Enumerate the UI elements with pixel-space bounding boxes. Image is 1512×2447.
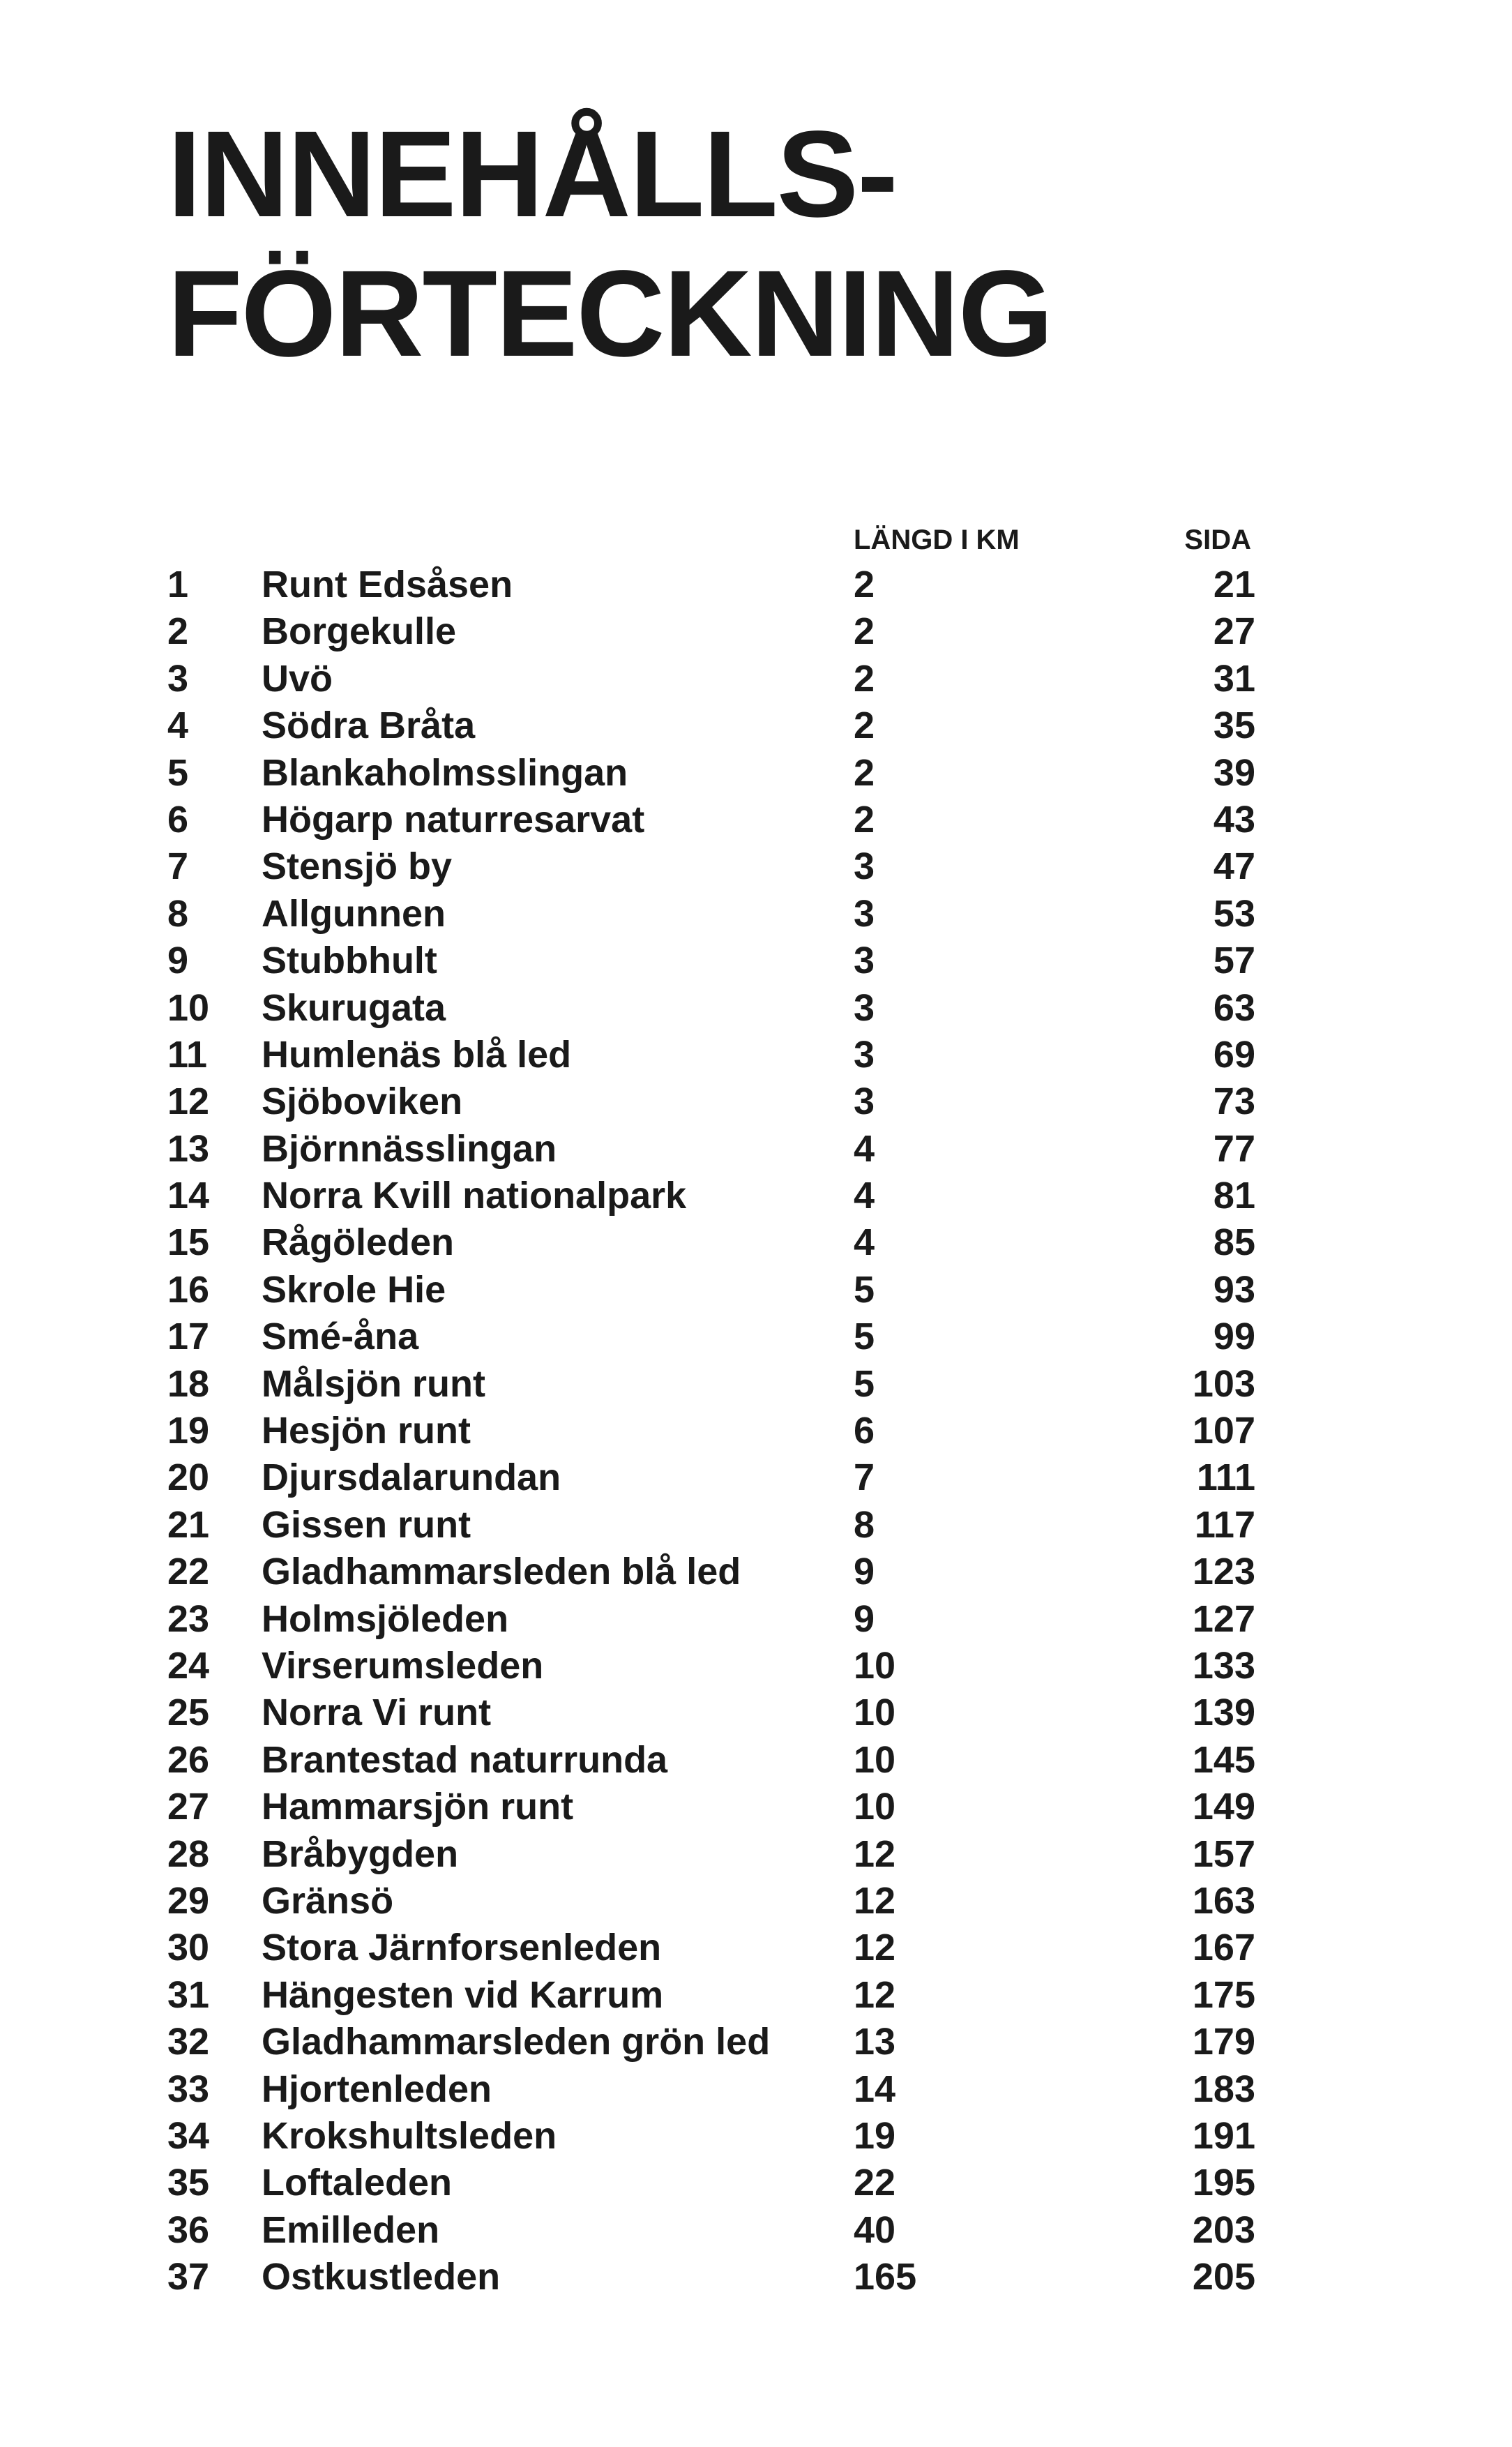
toc-entry-page: 195 xyxy=(1192,2162,1255,2204)
toc-entry-number: 15 xyxy=(167,1221,210,1264)
toc-entry-length: 5 xyxy=(854,1362,875,1405)
toc-entry-page: 205 xyxy=(1192,2256,1255,2298)
toc-entry-length: 10 xyxy=(854,1692,896,1734)
toc-row xyxy=(167,2066,1255,2113)
toc-row xyxy=(167,2160,1255,2206)
toc-entry-page: 43 xyxy=(1213,798,1255,841)
toc-entry-name: Skurugata xyxy=(262,986,446,1029)
toc-row xyxy=(167,1972,1255,2019)
toc-entry-page: 81 xyxy=(1213,1175,1255,1217)
toc-entry-length: 3 xyxy=(854,845,875,888)
toc-entry-page: 175 xyxy=(1192,1973,1255,2016)
toc-row xyxy=(167,1689,1255,1736)
toc-entry-name: Högarp naturresarvat xyxy=(262,798,645,841)
toc-entry-page: 145 xyxy=(1192,1738,1255,1781)
toc-row xyxy=(167,2207,1255,2254)
toc-row xyxy=(167,1925,1255,1971)
toc-entry-length: 5 xyxy=(854,1268,875,1311)
toc-entry-length: 2 xyxy=(854,610,875,653)
toc-entry-page: 73 xyxy=(1213,1081,1255,1123)
toc-entry-length: 13 xyxy=(854,2021,896,2063)
toc-entry-name: Virserumsleden xyxy=(262,1644,544,1687)
toc-entry-page: 69 xyxy=(1213,1033,1255,1076)
toc-entry-name: Gissen runt xyxy=(262,1503,471,1546)
toc-entry-length: 2 xyxy=(854,751,875,794)
toc-entry-number: 7 xyxy=(167,845,189,888)
toc-entry-page: 117 xyxy=(1194,1503,1255,1546)
toc-row xyxy=(167,1408,1255,1454)
toc-row xyxy=(167,1267,1255,1313)
toc-entry-number: 28 xyxy=(167,1832,210,1875)
toc-row xyxy=(167,2019,1255,2065)
toc-row xyxy=(167,656,1255,702)
toc-entry-number: 3 xyxy=(167,657,189,700)
toc-entry-page: 53 xyxy=(1213,892,1255,935)
toc-entry-number: 36 xyxy=(167,2208,210,2251)
toc-entry-page: 133 xyxy=(1192,1644,1255,1687)
toc-entry-page: 39 xyxy=(1213,751,1255,794)
toc-entry-length: 14 xyxy=(854,2068,896,2110)
toc-entry-length: 8 xyxy=(854,1503,875,1546)
toc-entry-name: Blankaholmsslingan xyxy=(262,751,628,794)
toc-entry-number: 19 xyxy=(167,1410,210,1452)
toc-entry-name: Södra Bråta xyxy=(262,705,476,747)
toc-entry-name: Stora Järnforsenleden xyxy=(262,1927,662,1969)
toc-row xyxy=(167,843,1255,890)
toc-entry-name: Ostkustleden xyxy=(262,2256,501,2298)
toc-entry-name: Hängesten vid Karrum xyxy=(262,1973,664,2016)
toc-entry-page: 139 xyxy=(1192,1692,1255,1734)
title-line-2: FÖRTECKNING xyxy=(167,246,1052,382)
toc-entry-number: 22 xyxy=(167,1551,210,1593)
toc-row xyxy=(167,1219,1255,1266)
toc-entry-number: 16 xyxy=(167,1268,210,1311)
column-header-page: SIDA xyxy=(1184,525,1251,555)
toc-entry-page: 93 xyxy=(1213,1268,1255,1311)
toc-entry-number: 29 xyxy=(167,1879,210,1922)
toc-entry-number: 32 xyxy=(167,2021,210,2063)
toc-entry-name: Brantestad naturrunda xyxy=(262,1738,668,1781)
toc-entry-name: Humlenäs blå led xyxy=(262,1033,572,1076)
toc-entry-number: 24 xyxy=(167,1644,210,1687)
toc-entry-length: 3 xyxy=(854,1033,875,1076)
toc-entry-length: 2 xyxy=(854,705,875,747)
toc-entry-length: 165 xyxy=(854,2256,917,2298)
toc-entry-name: Skrole Hie xyxy=(262,1268,446,1311)
toc-entry-name: Norra Kvill nationalpark xyxy=(262,1175,687,1217)
toc-entry-length: 22 xyxy=(854,2162,896,2204)
toc-entry-length: 3 xyxy=(854,892,875,935)
toc-entry-length: 12 xyxy=(854,1973,896,2016)
toc-entry-number: 30 xyxy=(167,1927,210,1969)
toc-entry-page: 127 xyxy=(1192,1597,1255,1640)
toc-entry-length: 4 xyxy=(854,1221,875,1264)
toc-entry-name: Sjöboviken xyxy=(262,1081,463,1123)
toc-row xyxy=(167,1361,1255,1408)
toc-entry-length: 7 xyxy=(854,1456,875,1499)
toc-entry-number: 1 xyxy=(167,564,189,605)
toc-entry-page: 21 xyxy=(1213,564,1255,605)
table-of-contents xyxy=(167,562,1255,2301)
toc-row xyxy=(167,1502,1255,1549)
toc-entry-number: 35 xyxy=(167,2162,210,2204)
toc-row xyxy=(167,1032,1255,1078)
toc-entry-number: 25 xyxy=(167,1692,210,1734)
toc-entry-name: Smé-åna xyxy=(262,1316,419,1358)
toc-entry-name: Borgekulle xyxy=(262,610,457,653)
toc-entry-length: 6 xyxy=(854,1410,875,1452)
toc-entry-name: Krokshultsleden xyxy=(262,2114,557,2157)
toc-entry-length: 2 xyxy=(854,657,875,700)
toc-entry-page: 35 xyxy=(1213,705,1255,747)
toc-entry-number: 33 xyxy=(167,2068,210,2110)
toc-entry-length: 40 xyxy=(854,2208,896,2251)
toc-entry-length: 4 xyxy=(854,1175,875,1217)
toc-entry-name: Emilleden xyxy=(262,2208,440,2251)
toc-entry-name: Norra Vi runt xyxy=(262,1692,492,1734)
toc-entry-length: 3 xyxy=(854,940,875,982)
toc-entry-number: 2 xyxy=(167,610,189,653)
toc-row xyxy=(167,1878,1255,1925)
toc-row xyxy=(167,1596,1255,1643)
toc-entry-page: 163 xyxy=(1192,1879,1255,1922)
toc-row xyxy=(167,702,1255,749)
toc-entry-name: Bråbygden xyxy=(262,1832,459,1875)
toc-entry-page: 85 xyxy=(1213,1221,1255,1264)
toc-entry-name: Loftaleden xyxy=(262,2162,453,2204)
toc-entry-name: Målsjön runt xyxy=(262,1362,485,1405)
toc-entry-number: 17 xyxy=(167,1316,210,1358)
toc-entry-page: 63 xyxy=(1213,986,1255,1029)
toc-entry-page: 103 xyxy=(1192,1362,1255,1405)
toc-entry-page: 57 xyxy=(1213,940,1255,982)
title-line-1: INNEHÅLLS- xyxy=(167,106,897,243)
toc-row xyxy=(167,562,1255,608)
toc-entry-length: 12 xyxy=(854,1832,896,1875)
toc-entry-name: Runt Edsåsen xyxy=(262,564,513,605)
toc-entry-name: Allgunnen xyxy=(262,892,446,935)
toc-entry-number: 27 xyxy=(167,1786,210,1828)
toc-entry-length: 5 xyxy=(854,1316,875,1358)
toc-entry-length: 2 xyxy=(854,564,875,605)
toc-entry-number: 14 xyxy=(167,1175,210,1217)
toc-entry-name: Gränsö xyxy=(262,1879,394,1922)
toc-entry-length: 10 xyxy=(854,1644,896,1687)
toc-entry-page: 157 xyxy=(1192,1832,1255,1875)
toc-entry-number: 6 xyxy=(167,798,189,841)
toc-entry-length: 2 xyxy=(854,798,875,841)
toc-row xyxy=(167,2254,1255,2301)
toc-row xyxy=(167,1737,1255,1784)
column-header-length: LÄNGD I KM xyxy=(854,525,1020,555)
toc-row xyxy=(167,608,1255,655)
toc-row xyxy=(167,985,1255,1032)
toc-entry-page: 183 xyxy=(1192,2068,1255,2110)
toc-entry-number: 9 xyxy=(167,940,189,982)
toc-entry-length: 3 xyxy=(854,986,875,1029)
toc-entry-number: 8 xyxy=(167,892,189,935)
toc-entry-number: 11 xyxy=(167,1033,208,1076)
toc-entry-page: 31 xyxy=(1213,657,1255,700)
toc-entry-name: Uvö xyxy=(262,657,333,700)
toc-entry-page: 167 xyxy=(1192,1927,1255,1969)
toc-entry-page: 47 xyxy=(1213,845,1255,888)
toc-entry-name: Gladhammarsleden grön led xyxy=(262,2021,771,2063)
toc-entry-name: Rågöleden xyxy=(262,1221,455,1264)
toc-entry-length: 19 xyxy=(854,2114,896,2157)
toc-entry-number: 23 xyxy=(167,1597,210,1640)
toc-entry-length: 4 xyxy=(854,1127,875,1170)
toc-entry-name: Holmsjöleden xyxy=(262,1597,509,1640)
toc-row xyxy=(167,1643,1255,1689)
toc-entry-number: 4 xyxy=(167,705,189,747)
toc-entry-name: Gladhammarsleden blå led xyxy=(262,1551,741,1593)
toc-row xyxy=(167,1454,1255,1501)
toc-entry-number: 37 xyxy=(167,2256,210,2298)
toc-row xyxy=(167,2113,1255,2160)
toc-row xyxy=(167,750,1255,797)
toc-row xyxy=(167,938,1255,984)
toc-row xyxy=(167,1831,1255,1878)
toc-entry-length: 10 xyxy=(854,1738,896,1781)
toc-entry-page: 111 xyxy=(1196,1456,1255,1499)
toc-entry-page: 179 xyxy=(1192,2021,1255,2063)
toc-row xyxy=(167,797,1255,843)
toc-row xyxy=(167,1078,1255,1125)
toc-entry-name: Stensjö by xyxy=(262,845,453,888)
toc-entry-length: 9 xyxy=(854,1597,875,1640)
toc-entry-name: Björnnässlingan xyxy=(262,1127,557,1170)
toc-entry-number: 10 xyxy=(167,986,210,1029)
toc-row xyxy=(167,1784,1255,1830)
toc-entry-page: 99 xyxy=(1213,1316,1255,1358)
toc-entry-number: 26 xyxy=(167,1738,210,1781)
toc-entry-page: 191 xyxy=(1192,2114,1255,2157)
toc-entry-number: 18 xyxy=(167,1362,210,1405)
toc-row xyxy=(167,1126,1255,1173)
toc-entry-length: 9 xyxy=(854,1551,875,1593)
toc-entry-length: 12 xyxy=(854,1927,896,1969)
toc-row xyxy=(167,1313,1255,1360)
toc-entry-number: 13 xyxy=(167,1127,210,1170)
toc-row xyxy=(167,1549,1255,1595)
toc-entry-number: 20 xyxy=(167,1456,210,1499)
toc-entry-number: 31 xyxy=(167,1973,210,2016)
toc-entry-page: 203 xyxy=(1192,2208,1255,2251)
toc-entry-page: 77 xyxy=(1213,1127,1255,1170)
toc-entry-name: Hjortenleden xyxy=(262,2068,492,2110)
toc-entry-length: 10 xyxy=(854,1786,896,1828)
toc-entry-page: 149 xyxy=(1192,1786,1255,1828)
toc-entry-length: 12 xyxy=(854,1879,896,1922)
toc-row xyxy=(167,891,1255,938)
toc-entry-name: Djursdalarundan xyxy=(262,1456,561,1499)
toc-row xyxy=(167,1173,1255,1219)
toc-entry-page: 107 xyxy=(1192,1410,1255,1452)
toc-entry-number: 21 xyxy=(167,1503,210,1546)
toc-entry-name: Stubbhult xyxy=(262,940,437,982)
toc-entry-page: 27 xyxy=(1213,610,1255,653)
toc-entry-length: 3 xyxy=(854,1081,875,1123)
toc-entry-number: 34 xyxy=(167,2114,210,2157)
toc-entry-name: Hammarsjön runt xyxy=(262,1786,574,1828)
page-title xyxy=(167,105,1052,384)
toc-entry-page: 123 xyxy=(1192,1551,1255,1593)
toc-entry-number: 12 xyxy=(167,1081,210,1123)
toc-entry-name: Hesjön runt xyxy=(262,1410,471,1452)
toc-entry-number: 5 xyxy=(167,751,189,794)
